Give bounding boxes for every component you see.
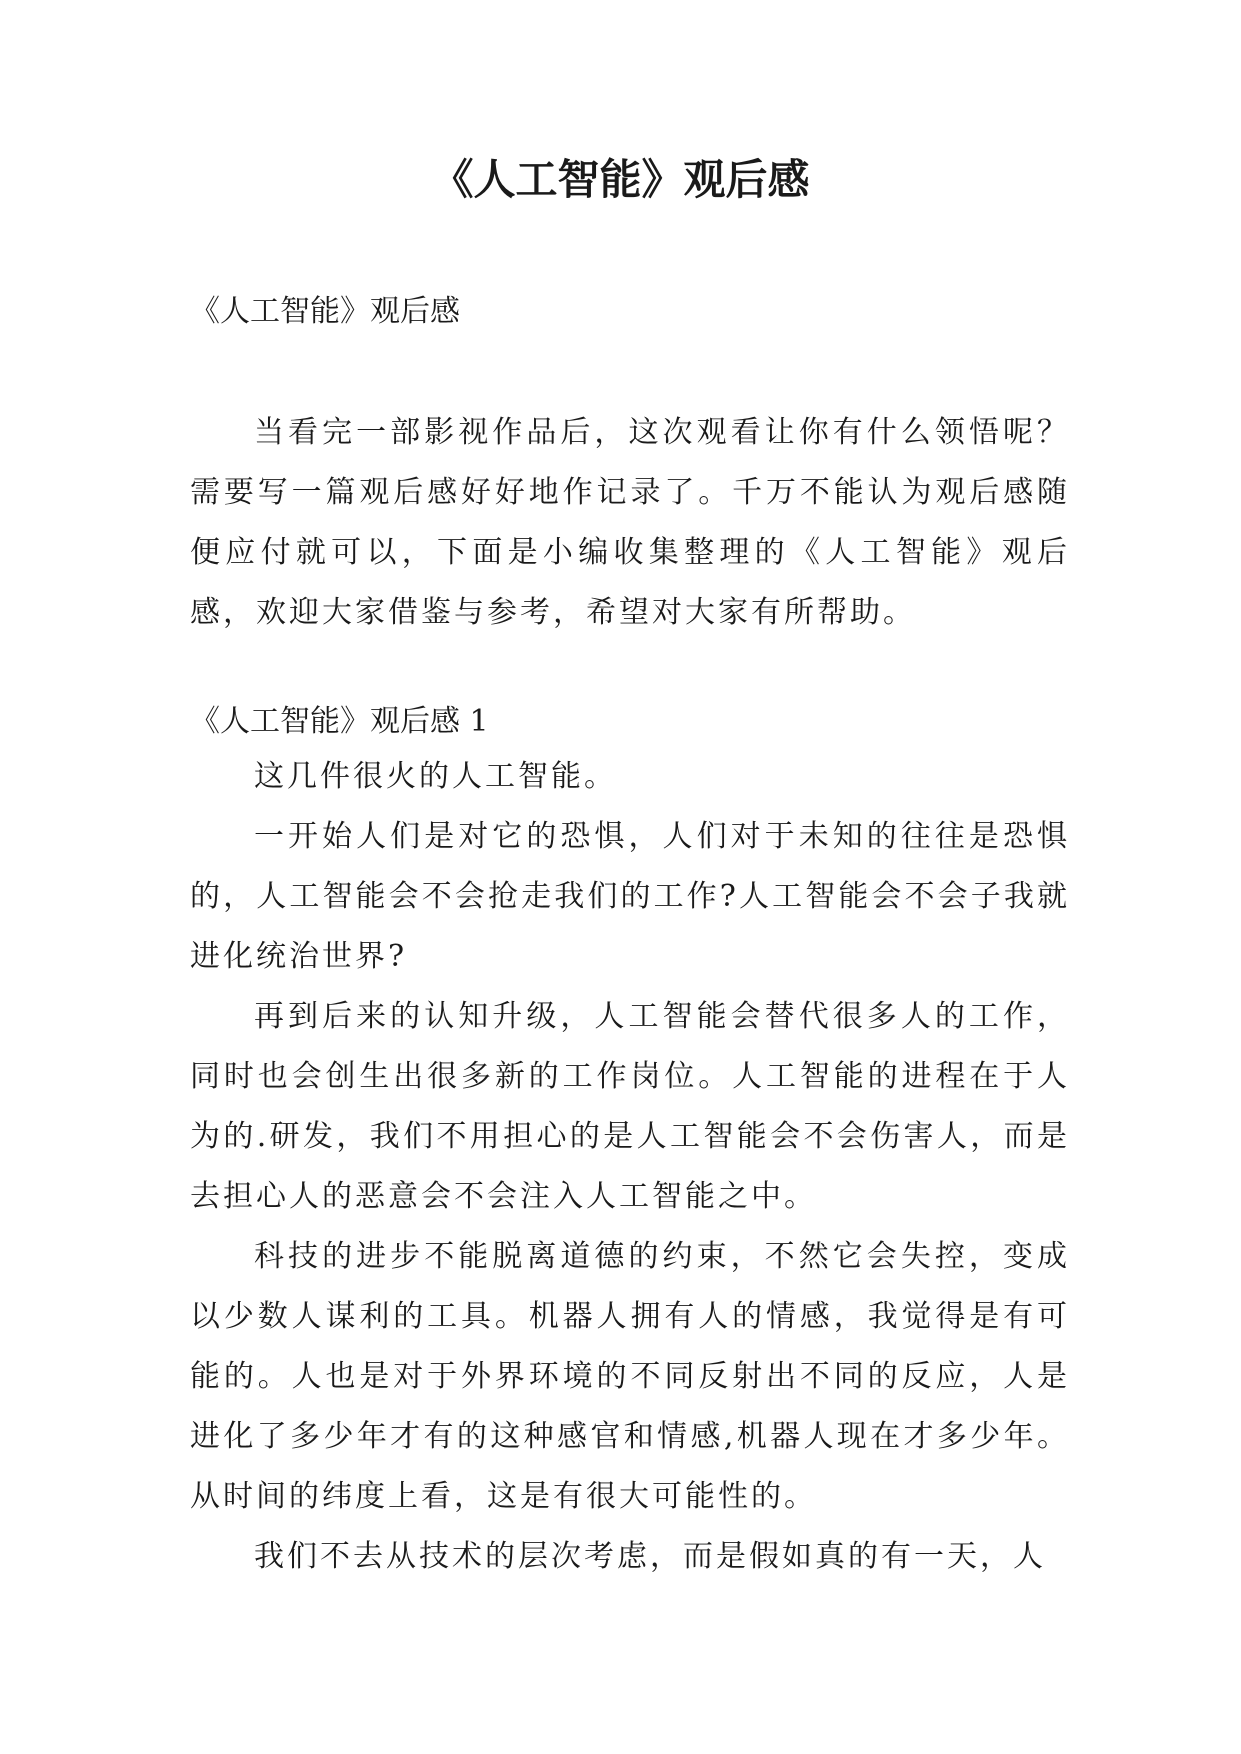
body-paragraph-1: 这几件很火的人工智能。 bbox=[254, 759, 617, 794]
body-paragraph-3: 再到后来的认知升级，人工智能会替代很多人的工作，同时也会创生出很多新的工作岗位。人工智能的进程在于人为的.研发，我们不用担心的是人工智能会不会伤害人，而是去担心人的恶意会不会注入人工智能之中。 bbox=[190, 999, 1070, 1214]
body-paragraph-4: 科技的进步不能脱离道德的约束，不然它会失控，变成以少数人谋利的工具。机器人拥有人的情感，我觉得是有可能的。人也是对于外界环境的不同反射出不同的反应，人是进化了多少年才有的这种感官和情感,机器人现在才多少年。从时间的纬度上看，这是有很大可能性的。 bbox=[190, 1239, 1070, 1514]
body-paragraph-5: 我们不去从技术的层次考虑，而是假如真的有一天，人 bbox=[254, 1539, 1046, 1574]
section-heading: 《人工智能》观后感 1 bbox=[190, 704, 489, 739]
document-subtitle: 《人工智能》观后感 bbox=[190, 294, 460, 329]
intro-paragraph: 当看完一部影视作品后，这次观看让你有什么领悟呢？需要写一篇观后感好好地作记录了。千万不能认为观后感随便应付就可以，下面是小编收集整理的《人工智能》观后感，欢迎大家借鉴与参考，希望对大家有所帮助。 bbox=[190, 415, 1070, 630]
body-paragraph-2: 一开始人们是对它的恐惧，人们对于未知的往往是恐惧的，人工智能会不会抢走我们的工作?人工智能会不会子我就进化统治世界? bbox=[190, 819, 1070, 974]
document-title: 《人工智能》观后感 bbox=[431, 155, 810, 204]
